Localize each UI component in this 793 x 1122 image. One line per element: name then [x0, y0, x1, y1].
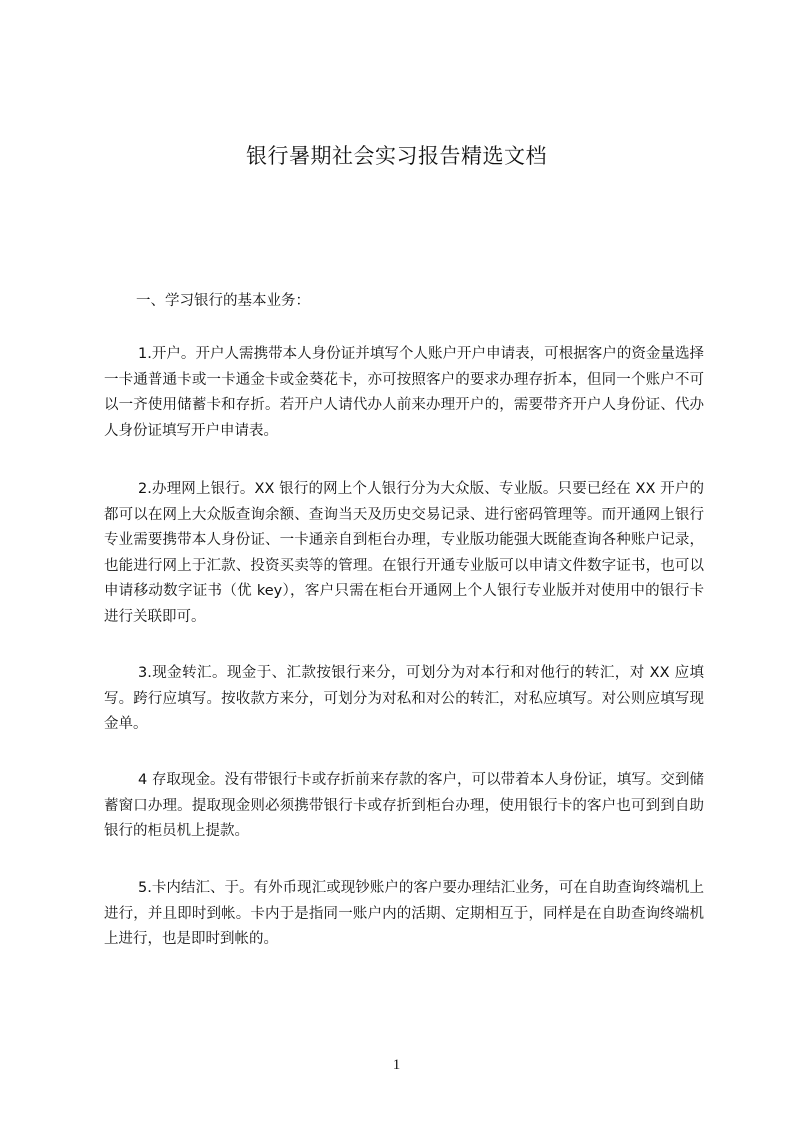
- paragraph-cash-transfer: 3.现金转汇。现金于、汇款按银行来分，可划分为对本行和对他行的转汇，对 XX 应填写。跨行应填写。按收款方来分，可划分为对私和对公的转汇，对私应填写。对公则应填写现金单。: [104, 665, 704, 732]
- paragraph-online-banking: 2.办理网上银行。XX 银行的网上个人银行分为大众版、专业版。只要已经在 XX 开户的都可以在网上大众版查询余额、查询当天及历史交易记录、进行密码管理等。而开通网上银行专业需要携带本人身份证、一卡通亲自到柜台办理，专业版功能强大既能查询各种账户记录，也能进行网上于汇款、投资买卖等的管理。在银行开通专业版可以申请文件数字证书，也可以申请移动数字证书（优 key），客户只需在柜台开通网上个人银行专业版并对使用中的银行卡进行关联即可。: [104, 481, 704, 625]
- paragraph-deposit-withdrawal: 4 存取现金。没有带银行卡或存折前来存款的客户，可以带着本人身份证，填写。交到储蓄窗口办理。提取现金则必须携带银行卡或存折到柜台办理，使用银行卡的客户也可到到自助银行的柜员机上提款。: [104, 772, 704, 839]
- section-heading: 一、学习银行的基本业务：: [136, 293, 310, 309]
- paragraph-account-opening: 1.开户。开户人需携带本人身份证并填写个人账户开户申请表，可根据客户的资金量选择一卡通普通卡或一卡通金卡或金葵花卡，亦可按照客户的要求办理存折本，但同一个账户不可以一齐使用储蓄卡和存折。若开户人请代办人前来办理开户的，需要带齐开户人身份证、代办人身份证填写开户申请表。: [104, 346, 704, 439]
- page-number: 1: [392, 1057, 401, 1073]
- paragraph-card-exchange: 5.卡内结汇、于。有外币现汇或现钞账户的客户要办理结汇业务，可在自助查询终端机上进行，并且即时到帐。卡内于是指同一账户内的活期、定期相互于，同样是在自助查询终端机上进行，也是即时到帐的。: [104, 880, 704, 947]
- document-title: 银行暑期社会实习报告精选文档: [246, 144, 547, 168]
